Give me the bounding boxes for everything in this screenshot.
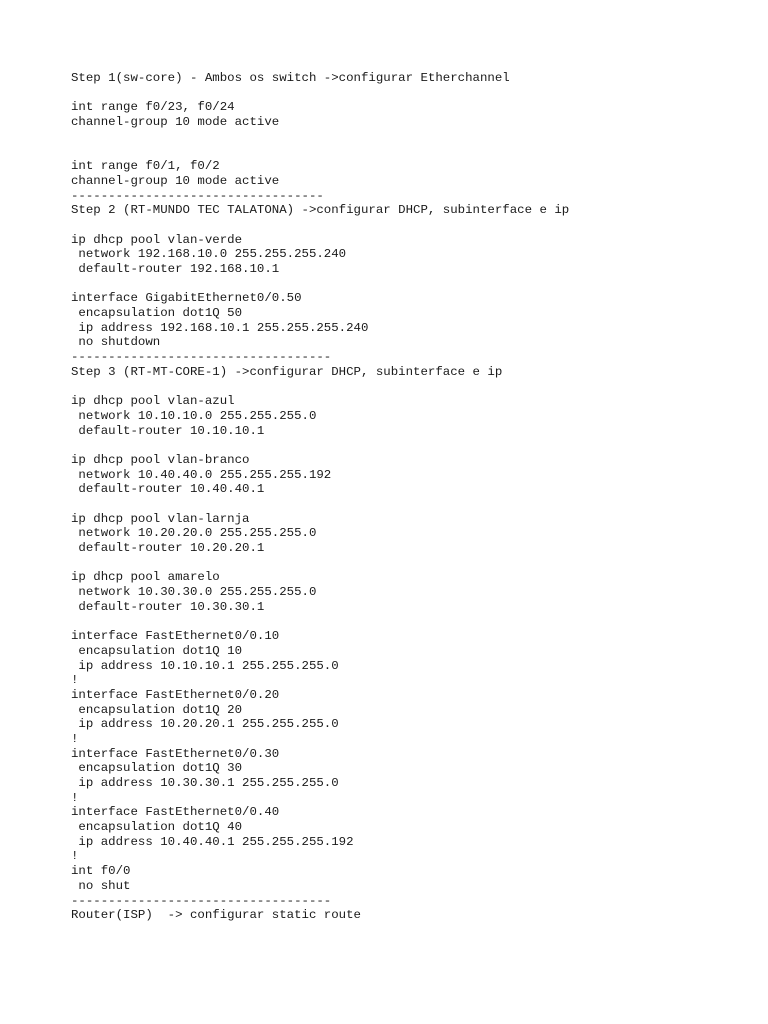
- document-line: interface FastEthernet0/0.20: [71, 687, 280, 702]
- document-line: -----------------------------------: [71, 893, 332, 908]
- document-line: [71, 379, 751, 394]
- document-line: int range f0/23, f0/24: [71, 100, 235, 115]
- document-line: ip dhcp pool vlan-larnja: [71, 511, 250, 526]
- document-line: default-router 10.10.10.1: [71, 423, 265, 438]
- document-line: -----------------------------------: [71, 350, 332, 365]
- document-line: interface FastEthernet0/0.10: [71, 629, 280, 644]
- document-line: !: [71, 731, 79, 746]
- document-line: Step 3 (RT-MT-CORE-1) ->configurar DHCP, subinterface e ip: [71, 364, 503, 379]
- document-line: [71, 614, 751, 629]
- document-line: Step 2 (RT-MUNDO TEC TALATONA) ->configurar DHCP, subinterface e ip: [71, 203, 570, 218]
- document-line: ip address 10.20.20.1 255.255.255.0: [71, 717, 339, 732]
- document-line: channel-group 10 mode active: [71, 115, 280, 130]
- document-line: no shutdown: [71, 335, 161, 350]
- document-line: channel-group 10 mode active: [71, 173, 280, 188]
- document-line: network 10.40.40.0 255.255.255.192: [71, 467, 332, 482]
- document-line: ip address 192.168.10.1 255.255.255.240: [71, 320, 369, 335]
- document-line: int range f0/1, f0/2: [71, 159, 220, 174]
- document-line: encapsulation dot1Q 30: [71, 761, 243, 776]
- document-line: default-router 192.168.10.1: [71, 261, 280, 276]
- document-line: ip address 10.40.40.1 255.255.255.192: [71, 834, 354, 849]
- document-line: [71, 218, 751, 233]
- document-line: ip address 10.30.30.1 255.255.255.0: [71, 776, 339, 790]
- document-line: interface GigabitEthernet0/0.50: [71, 291, 302, 306]
- document-line: !: [71, 673, 79, 688]
- document-line: network 10.30.30.0 255.255.255.0: [71, 585, 317, 600]
- document-line: ip dhcp pool amarelo: [71, 570, 220, 585]
- document-line: [71, 438, 751, 453]
- document-line: [71, 86, 751, 101]
- document-line: ip address 10.10.10.1 255.255.255.0: [71, 658, 339, 673]
- document-line: default-router 10.20.20.1: [71, 541, 265, 555]
- document-line: encapsulation dot1Q 20: [71, 702, 243, 717]
- document-line: Step 1(sw-core) - Ambos os switch ->configurar Etherchannel: [71, 71, 510, 85]
- document-line: [71, 556, 751, 571]
- document-line: [71, 497, 751, 512]
- document-line: interface FastEthernet0/0.40: [71, 805, 280, 820]
- document-line: ----------------------------------: [71, 188, 324, 203]
- document-line: default-router 10.40.40.1: [71, 482, 265, 497]
- document-line: encapsulation dot1Q 10: [71, 643, 243, 658]
- document-line: encapsulation dot1Q 40: [71, 820, 243, 835]
- document-line: default-router 10.30.30.1: [71, 599, 265, 614]
- document-line: !: [71, 790, 79, 805]
- document-line: [71, 130, 751, 145]
- document-line: interface FastEthernet0/0.30: [71, 746, 280, 761]
- document-line: encapsulation dot1Q 50: [71, 306, 243, 320]
- document-line: ip dhcp pool vlan-branco: [71, 452, 250, 467]
- document-line: [71, 277, 751, 292]
- document-line: ip dhcp pool vlan-verde: [71, 232, 243, 247]
- document-line: !: [71, 849, 79, 864]
- document-line: network 10.20.20.0 255.255.255.0: [71, 526, 317, 541]
- document-line: network 192.168.10.0 255.255.255.240: [71, 247, 347, 262]
- document-line: int f0/0: [71, 864, 131, 879]
- document-line: [71, 144, 751, 159]
- document-line: no shut: [71, 878, 131, 893]
- document-page: [71, 71, 751, 923]
- document-line: ip dhcp pool vlan-azul: [71, 394, 235, 409]
- document-line: network 10.10.10.0 255.255.255.0: [71, 408, 317, 423]
- document-line: Router(ISP) -> configurar static route: [71, 908, 361, 923]
